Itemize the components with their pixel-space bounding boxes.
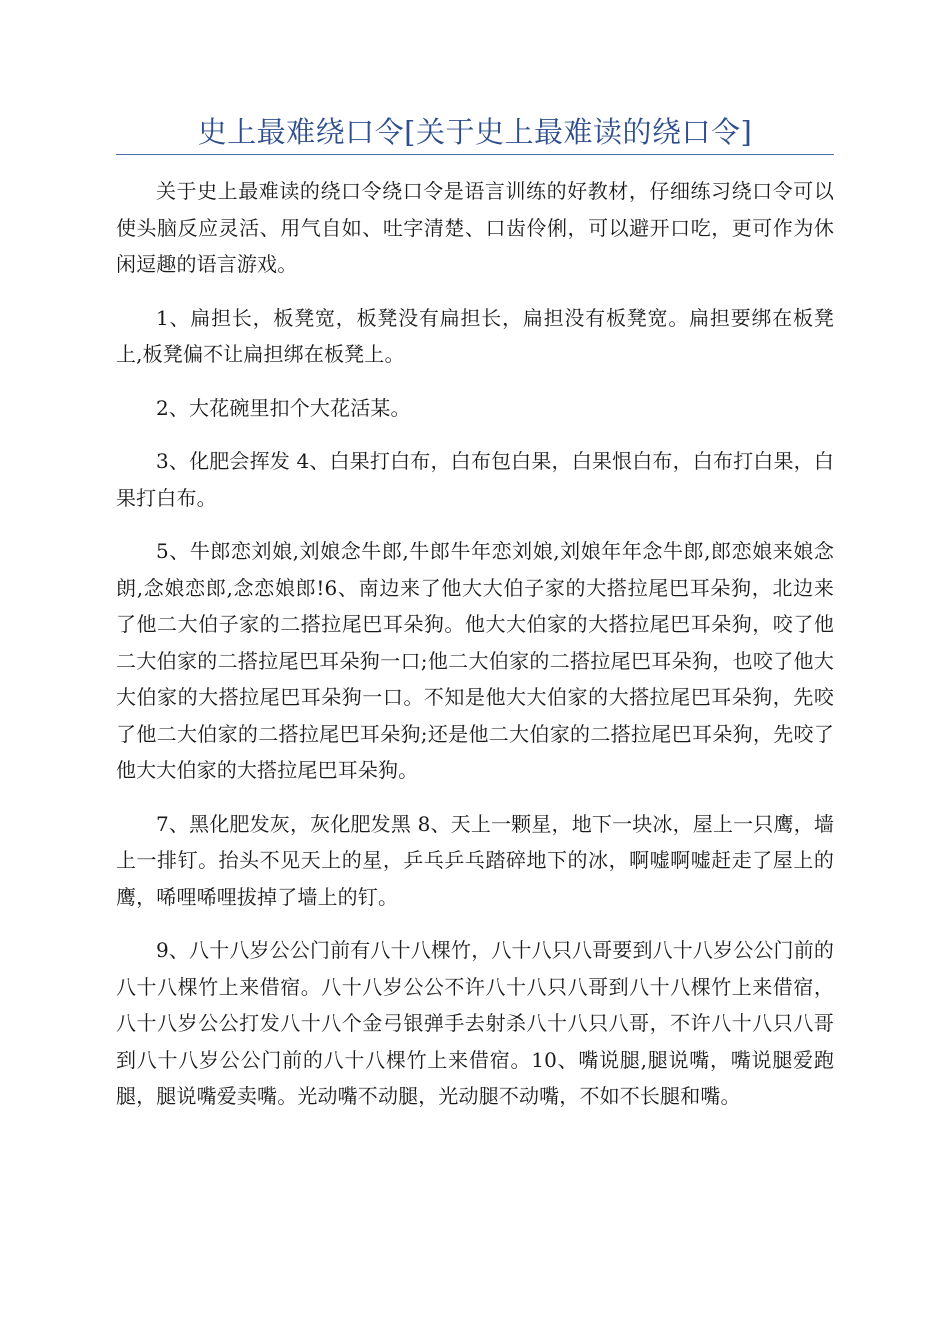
intro-paragraph: 关于史上最难读的绕口令绕口令是语言训练的好教材，仔细练习绕口令可以使头脑反应灵活、用气自如、吐字清楚、口齿伶俐，可以避开口吃，更可作为休闲逗趣的语言游戏。 — [116, 179, 834, 276]
document-body — [116, 173, 834, 1132]
tongue-twister-2: 2、大花碗里扣个大花活某。 — [156, 395, 411, 420]
tongue-twister-1: 1、扁担长，板凳宽，板凳没有扁担长，扁担没有板凳宽。扁担要绑在板凳上,板凳偏不让扁担绑在板凳上。 — [116, 305, 834, 366]
title-underline — [116, 154, 834, 155]
tongue-twister-7-8: 7、黑化肥发灰，灰化肥发黑 8、天上一颗星，地下一块冰，屋上一只鹰，墙上一排钉。抬头不见天上的星，乒乓乒乓踏碎地下的冰，啊嘘啊嘘赶走了屋上的鹰，唏哩唏哩拔掉了墙上的钉。 — [116, 811, 834, 909]
document-title: 史上最难绕口令[关于史上最难读的绕口令] — [197, 115, 753, 149]
tongue-twister-9-10: 9、八十八岁公公门前有八十八棵竹，八十八只八哥要到八十八岁公公门前的八十八棵竹上来借宿。八十八岁公公不许八十八只八哥到八十八棵竹上来借宿，八十八岁公公打发八十八个金弓银弹手去射杀八十八只八哥，不许八十八只八哥到八十八岁公公门前的八十八棵竹上来借宿。10、嘴说腿,腿说嘴，嘴说腿爱跑腿，腿说嘴爱卖嘴。光动嘴不动腿，光动腿不动嘴，不如不长腿和嘴。 — [116, 938, 834, 1108]
tongue-twister-3-4: 3、化肥会挥发 4、白果打白布，白布包白果，白果恨白布，白布打白果，白果打白布。 — [116, 449, 834, 510]
tongue-twister-5-6: 5、牛郎恋刘娘,刘娘念牛郎,牛郎牛年恋刘娘,刘娘年年念牛郎,郎恋娘来娘念朗,念娘恋郎,念恋娘郎!6、南边来了他大大伯子家的大搭拉尾巴耳朵狗，北边来了他二大伯子家的二搭拉尾巴耳朵狗。他大大伯家的大搭拉尾巴耳朵狗，咬了他二大伯家的二搭拉尾巴耳朵狗一口;他二大伯家的二搭拉尾巴耳朵狗，也咬了他大大伯家的大搭拉尾巴耳朵狗一口。不知是他大大伯家的大搭拉尾巴耳朵狗，先咬了他二大伯家的二搭拉尾巴耳朵狗;还是他二大伯家的二搭拉尾巴耳朵狗，先咬了他大大伯家的大搭拉尾巴耳朵狗。 — [116, 539, 834, 782]
